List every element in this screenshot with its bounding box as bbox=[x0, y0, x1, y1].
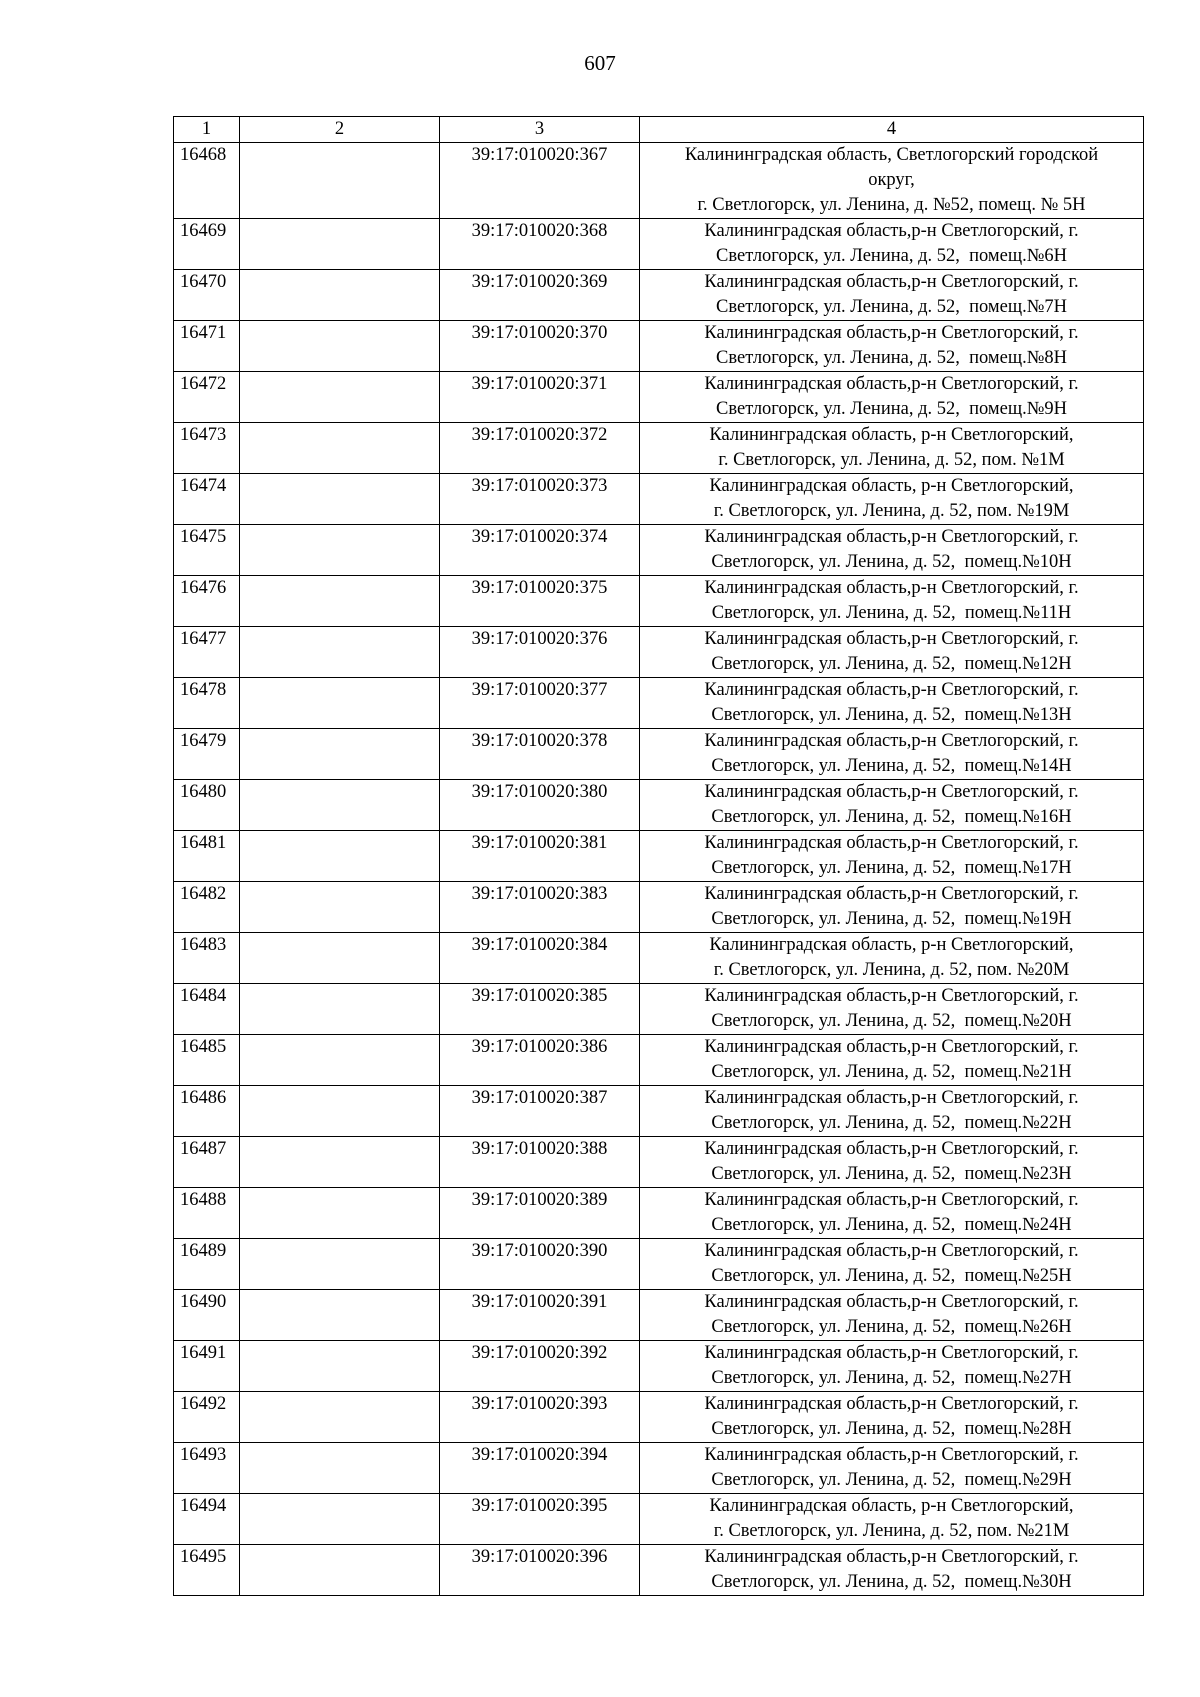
address bbox=[640, 627, 1144, 678]
address bbox=[640, 1443, 1144, 1494]
table-row bbox=[174, 1137, 1144, 1188]
address-line: г. Светлогорск, ул. Ленина, д. №52, помещ. № 5Н bbox=[697, 195, 1086, 215]
row-name bbox=[240, 525, 440, 576]
address-line: Светлогорск, ул. Ленина, д. 52, помещ.№12Н bbox=[711, 654, 1072, 674]
address-line: Светлогорск, ул. Ленина, д. 52, помещ.№28Н bbox=[711, 1419, 1072, 1439]
address bbox=[640, 372, 1144, 423]
address bbox=[640, 780, 1144, 831]
row-name bbox=[240, 729, 440, 780]
row-name bbox=[240, 627, 440, 678]
cadastral-number: 39:17:010020:389 bbox=[440, 1188, 640, 1239]
cadastral-number: 39:17:010020:385 bbox=[440, 984, 640, 1035]
address-line: Калининградская область, р-н Светлогорский, bbox=[709, 935, 1074, 955]
row-name bbox=[240, 372, 440, 423]
address-line: Калининградская область,р-н Светлогорский, г. bbox=[704, 1139, 1079, 1159]
address-line: Калининградская область,р-н Светлогорский, г. bbox=[704, 1241, 1079, 1261]
address-line: округ, bbox=[868, 170, 915, 190]
row-name bbox=[240, 576, 440, 627]
address-line: Светлогорск, ул. Ленина, д. 52, помещ.№23Н bbox=[711, 1164, 1072, 1184]
table-row bbox=[174, 1494, 1144, 1545]
address-line: Светлогорск, ул. Ленина, д. 52, помещ.№22Н bbox=[711, 1113, 1072, 1133]
table-row bbox=[174, 1239, 1144, 1290]
address-line: Светлогорск, ул. Ленина, д. 52, помещ.№27Н bbox=[711, 1368, 1072, 1388]
cadastral-number: 39:17:010020:388 bbox=[440, 1137, 640, 1188]
row-name bbox=[240, 1239, 440, 1290]
address-line: г. Светлогорск, ул. Ленина, д. 52, пом. №21М bbox=[713, 1521, 1070, 1541]
row-number: 16477 bbox=[174, 627, 240, 678]
row-number: 16470 bbox=[174, 270, 240, 321]
table-row bbox=[174, 1290, 1144, 1341]
address-line: Калининградская область, р-н Светлогорский, bbox=[709, 1496, 1074, 1516]
row-name bbox=[240, 678, 440, 729]
table-row bbox=[174, 1392, 1144, 1443]
row-number: 16481 bbox=[174, 831, 240, 882]
cadastral-number: 39:17:010020:373 bbox=[440, 474, 640, 525]
header-row bbox=[174, 117, 1144, 143]
address-line: Светлогорск, ул. Ленина, д. 52, помещ.№20Н bbox=[711, 1011, 1072, 1031]
row-name bbox=[240, 882, 440, 933]
address bbox=[640, 143, 1144, 219]
row-number: 16472 bbox=[174, 372, 240, 423]
row-name bbox=[240, 1392, 440, 1443]
address-line: Калининградская область,р-н Светлогорский, г. bbox=[704, 833, 1079, 853]
cadastral-number: 39:17:010020:369 bbox=[440, 270, 640, 321]
cadastral-number: 39:17:010020:393 bbox=[440, 1392, 640, 1443]
row-number: 16478 bbox=[174, 678, 240, 729]
address bbox=[640, 1290, 1144, 1341]
table-row bbox=[174, 882, 1144, 933]
row-number: 16482 bbox=[174, 882, 240, 933]
row-number: 16489 bbox=[174, 1239, 240, 1290]
cadastral-number: 39:17:010020:378 bbox=[440, 729, 640, 780]
row-number: 16495 bbox=[174, 1545, 240, 1596]
row-name bbox=[240, 423, 440, 474]
row-number: 16486 bbox=[174, 1086, 240, 1137]
row-number: 16487 bbox=[174, 1137, 240, 1188]
address-line: г. Светлогорск, ул. Ленина, д. 52, пом. №19М bbox=[713, 501, 1070, 521]
row-number: 16493 bbox=[174, 1443, 240, 1494]
address-line: Светлогорск, ул. Ленина, д. 52, помещ.№7Н bbox=[716, 297, 1067, 317]
table-row bbox=[174, 219, 1144, 270]
cadastral-number: 39:17:010020:368 bbox=[440, 219, 640, 270]
address-line: Светлогорск, ул. Ленина, д. 52, помещ.№14Н bbox=[711, 756, 1072, 776]
address bbox=[640, 474, 1144, 525]
table-row bbox=[174, 831, 1144, 882]
cadastral-number: 39:17:010020:380 bbox=[440, 780, 640, 831]
table-row bbox=[174, 933, 1144, 984]
row-number: 16473 bbox=[174, 423, 240, 474]
table-row bbox=[174, 321, 1144, 372]
address bbox=[640, 1341, 1144, 1392]
address bbox=[640, 1545, 1144, 1596]
row-name bbox=[240, 321, 440, 372]
table-row bbox=[174, 525, 1144, 576]
cadastral-number: 39:17:010020:386 bbox=[440, 1035, 640, 1086]
address-line: Светлогорск, ул. Ленина, д. 52, помещ.№26Н bbox=[711, 1317, 1072, 1337]
address bbox=[640, 270, 1144, 321]
table-row bbox=[174, 627, 1144, 678]
cadastral-number: 39:17:010020:381 bbox=[440, 831, 640, 882]
address-line: Светлогорск, ул. Ленина, д. 52, помещ.№17Н bbox=[711, 858, 1072, 878]
address-line: Калининградская область,р-н Светлогорский, г. bbox=[704, 731, 1079, 751]
cadastral-number: 39:17:010020:367 bbox=[440, 143, 640, 219]
address bbox=[640, 1392, 1144, 1443]
cadastral-number: 39:17:010020:396 bbox=[440, 1545, 640, 1596]
column-header-4: 4 bbox=[640, 117, 1144, 143]
row-number: 16480 bbox=[174, 780, 240, 831]
row-number: 16494 bbox=[174, 1494, 240, 1545]
table-row bbox=[174, 780, 1144, 831]
address-line: Калининградская область,р-н Светлогорский, г. bbox=[704, 1343, 1079, 1363]
row-number: 16468 bbox=[174, 143, 240, 219]
address-line: Калининградская область,р-н Светлогорский, г. bbox=[704, 986, 1079, 1006]
address bbox=[640, 1137, 1144, 1188]
table-row bbox=[174, 729, 1144, 780]
row-name bbox=[240, 831, 440, 882]
table-row bbox=[174, 576, 1144, 627]
row-name bbox=[240, 1188, 440, 1239]
row-number: 16485 bbox=[174, 1035, 240, 1086]
address-line: Светлогорск, ул. Ленина, д. 52, помещ.№10Н bbox=[711, 552, 1072, 572]
address-line: Калининградская область,р-н Светлогорский, г. bbox=[704, 1037, 1079, 1057]
cadastral-number: 39:17:010020:395 bbox=[440, 1494, 640, 1545]
address bbox=[640, 1188, 1144, 1239]
row-number: 16484 bbox=[174, 984, 240, 1035]
row-number: 16491 bbox=[174, 1341, 240, 1392]
address-line: Светлогорск, ул. Ленина, д. 52, помещ.№24Н bbox=[711, 1215, 1072, 1235]
table-row bbox=[174, 1545, 1144, 1596]
address-line: Калининградская область,р-н Светлогорский, г. bbox=[704, 527, 1079, 547]
address-line: г. Светлогорск, ул. Ленина, д. 52, пом. №1М bbox=[718, 450, 1065, 470]
address bbox=[640, 219, 1144, 270]
address-line: Светлогорск, ул. Ленина, д. 52, помещ.№6Н bbox=[716, 246, 1067, 266]
address-line: Светлогорск, ул. Ленина, д. 52, помещ.№19Н bbox=[711, 909, 1072, 929]
cadastral-number: 39:17:010020:375 bbox=[440, 576, 640, 627]
row-name bbox=[240, 270, 440, 321]
address bbox=[640, 678, 1144, 729]
row-number: 16490 bbox=[174, 1290, 240, 1341]
table-row bbox=[174, 1443, 1144, 1494]
row-name bbox=[240, 1545, 440, 1596]
address-line: Калининградская область,р-н Светлогорский, г. bbox=[704, 323, 1079, 343]
cadastral-number: 39:17:010020:370 bbox=[440, 321, 640, 372]
table-row bbox=[174, 372, 1144, 423]
table-body bbox=[174, 143, 1144, 1596]
address-line: Светлогорск, ул. Ленина, д. 52, помещ.№8Н bbox=[716, 348, 1067, 368]
row-name bbox=[240, 1494, 440, 1545]
row-number: 16483 bbox=[174, 933, 240, 984]
address bbox=[640, 576, 1144, 627]
column-header-2: 2 bbox=[240, 117, 440, 143]
address-line: Калининградская область,р-н Светлогорский, г. bbox=[704, 629, 1079, 649]
row-number: 16469 bbox=[174, 219, 240, 270]
row-name bbox=[240, 933, 440, 984]
row-name bbox=[240, 780, 440, 831]
row-name bbox=[240, 1443, 440, 1494]
address bbox=[640, 423, 1144, 474]
cadastral-number: 39:17:010020:377 bbox=[440, 678, 640, 729]
address-line: Светлогорск, ул. Ленина, д. 52, помещ.№21Н bbox=[711, 1062, 1072, 1082]
table-row bbox=[174, 1086, 1144, 1137]
address bbox=[640, 984, 1144, 1035]
column-header-1: 1 bbox=[174, 117, 240, 143]
address-line: г. Светлогорск, ул. Ленина, д. 52, пом. №20М bbox=[713, 960, 1070, 980]
address-line: Калининградская область,р-н Светлогорский, г. bbox=[704, 272, 1079, 292]
row-name bbox=[240, 1035, 440, 1086]
address-line: Калининградская область,р-н Светлогорский, г. bbox=[704, 374, 1079, 394]
address-line: Калининградская область, Светлогорский городской bbox=[684, 145, 1099, 165]
table-row bbox=[174, 270, 1144, 321]
row-number: 16475 bbox=[174, 525, 240, 576]
address-line: Калининградская область,р-н Светлогорский, г. bbox=[704, 221, 1079, 241]
address-line: Светлогорск, ул. Ленина, д. 52, помещ.№16Н bbox=[711, 807, 1072, 827]
cadastral-number: 39:17:010020:394 bbox=[440, 1443, 640, 1494]
page-number: 607 bbox=[584, 51, 616, 75]
address bbox=[640, 729, 1144, 780]
address bbox=[640, 1494, 1144, 1545]
address-line: Светлогорск, ул. Ленина, д. 52, помещ.№25Н bbox=[711, 1266, 1072, 1286]
table-row bbox=[174, 678, 1144, 729]
row-name bbox=[240, 474, 440, 525]
cadastral-number: 39:17:010020:372 bbox=[440, 423, 640, 474]
row-number: 16471 bbox=[174, 321, 240, 372]
address-line: Светлогорск, ул. Ленина, д. 52, помещ.№30Н bbox=[711, 1572, 1072, 1592]
address-line: Калининградская область,р-н Светлогорский, г. bbox=[704, 578, 1079, 598]
cadastral-number: 39:17:010020:390 bbox=[440, 1239, 640, 1290]
table-row bbox=[174, 143, 1144, 219]
cadastral-number: 39:17:010020:374 bbox=[440, 525, 640, 576]
registry-table bbox=[173, 116, 1144, 1596]
address-line: Калининградская область,р-н Светлогорский, г. bbox=[704, 884, 1079, 904]
cadastral-number: 39:17:010020:371 bbox=[440, 372, 640, 423]
address-line: Калининградская область,р-н Светлогорский, г. bbox=[704, 1547, 1079, 1567]
table-header bbox=[174, 117, 1144, 143]
row-name bbox=[240, 1086, 440, 1137]
address-line: Калининградская область,р-н Светлогорский, г. bbox=[704, 1292, 1079, 1312]
table-row bbox=[174, 984, 1144, 1035]
address-line: Светлогорск, ул. Ленина, д. 52, помещ.№9Н bbox=[716, 399, 1067, 419]
cadastral-number: 39:17:010020:384 bbox=[440, 933, 640, 984]
table-row bbox=[174, 423, 1144, 474]
address bbox=[640, 882, 1144, 933]
cadastral-number: 39:17:010020:392 bbox=[440, 1341, 640, 1392]
row-name bbox=[240, 143, 440, 219]
row-number: 16488 bbox=[174, 1188, 240, 1239]
row-name bbox=[240, 1341, 440, 1392]
address bbox=[640, 1239, 1144, 1290]
row-name bbox=[240, 1290, 440, 1341]
row-name bbox=[240, 984, 440, 1035]
table-row bbox=[174, 1188, 1144, 1239]
address bbox=[640, 525, 1144, 576]
address bbox=[640, 1086, 1144, 1137]
row-name bbox=[240, 1137, 440, 1188]
address-line: Светлогорск, ул. Ленина, д. 52, помещ.№11Н bbox=[711, 603, 1072, 623]
address-line: Калининградская область,р-н Светлогорский, г. bbox=[704, 1394, 1079, 1414]
address-line: Калининградская область, р-н Светлогорский, bbox=[709, 476, 1074, 496]
address-line: Калининградская область,р-н Светлогорский, г. bbox=[704, 782, 1079, 802]
address bbox=[640, 933, 1144, 984]
address-line: Калининградская область,р-н Светлогорский, г. bbox=[704, 1445, 1079, 1465]
address-line: Светлогорск, ул. Ленина, д. 52, помещ.№29Н bbox=[711, 1470, 1072, 1490]
address bbox=[640, 1035, 1144, 1086]
cadastral-number: 39:17:010020:376 bbox=[440, 627, 640, 678]
address-line: Калининградская область,р-н Светлогорский, г. bbox=[704, 1190, 1079, 1210]
address bbox=[640, 831, 1144, 882]
cadastral-number: 39:17:010020:383 bbox=[440, 882, 640, 933]
address-line: Калининградская область,р-н Светлогорский, г. bbox=[704, 680, 1079, 700]
row-number: 16492 bbox=[174, 1392, 240, 1443]
row-name bbox=[240, 219, 440, 270]
row-number: 16474 bbox=[174, 474, 240, 525]
cadastral-number: 39:17:010020:391 bbox=[440, 1290, 640, 1341]
row-number: 16479 bbox=[174, 729, 240, 780]
address-line: Светлогорск, ул. Ленина, д. 52, помещ.№13Н bbox=[711, 705, 1072, 725]
table-row bbox=[174, 474, 1144, 525]
table-row bbox=[174, 1341, 1144, 1392]
address bbox=[640, 321, 1144, 372]
table-row bbox=[174, 1035, 1144, 1086]
address-line: Калининградская область,р-н Светлогорский, г. bbox=[704, 1088, 1079, 1108]
address-line: Калининградская область, р-н Светлогорский, bbox=[709, 425, 1074, 445]
cadastral-number: 39:17:010020:387 bbox=[440, 1086, 640, 1137]
column-header-3: 3 bbox=[440, 117, 640, 143]
row-number: 16476 bbox=[174, 576, 240, 627]
